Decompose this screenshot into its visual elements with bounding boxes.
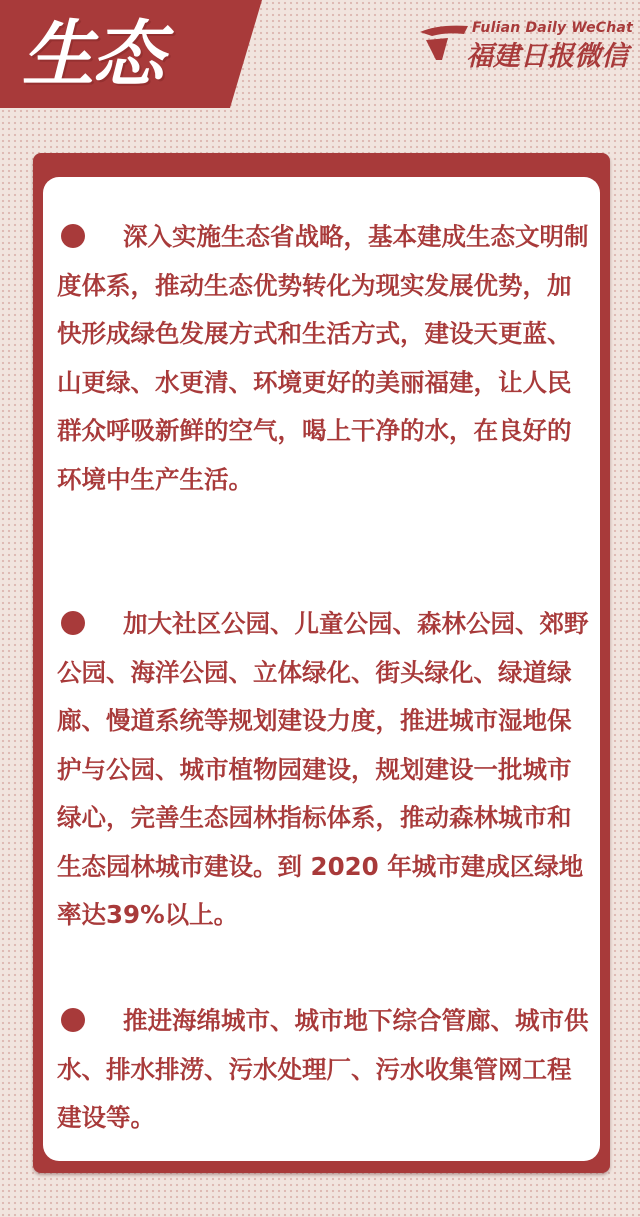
- paragraph-1: [57, 213, 591, 504]
- logo-chinese-text: 福建日报微信: [466, 41, 628, 72]
- title-tab: [0, 0, 272, 114]
- content-card-body: [43, 177, 600, 1161]
- paragraph-2-text: 加大社区公园、儿童公园、森林公园、郊野公园、海洋公园、立体绿化、街头绿化、绿道绿廊、慢道系统等规划建设力度，推进城市湿地保护与公园、城市植物园建设，规划建设一批城市绿心，完善生态园林指标体系，推动森林城市和生态园林城市建设。到 2020 年城市建成区绿地率达39%以上。: [57, 609, 589, 929]
- bullet-dot-icon: [61, 224, 85, 248]
- page-title: 生态: [22, 12, 163, 96]
- content-card: [33, 153, 610, 1173]
- logo-swoosh-icon: [418, 22, 470, 62]
- bullet-dot-icon: [61, 1008, 85, 1032]
- paragraph-2: [57, 600, 591, 940]
- logo-english-text: Fulian Daily WeChat: [472, 20, 633, 36]
- paragraph-1-text: 深入实施生态省战略，基本建成生态文明制度体系，推动生态优势转化为现实发展优势，加快形成绿色发展方式和生活方式，建设天更蓝、山更绿、水更清、环境更好的美丽福建，让人民群众呼吸新鲜的空气，喝上干净的水，在良好的环境中生产生活。: [57, 222, 589, 494]
- brand-logo: [418, 20, 633, 72]
- bullet-dot-icon: [61, 611, 85, 635]
- paragraph-3-text: 推进海绵城市、城市地下综合管廊、城市供水、排水排涝、污水处理厂、污水收集管网工程建设等。: [57, 1006, 589, 1132]
- header: [0, 0, 640, 114]
- paragraph-3: [57, 997, 591, 1143]
